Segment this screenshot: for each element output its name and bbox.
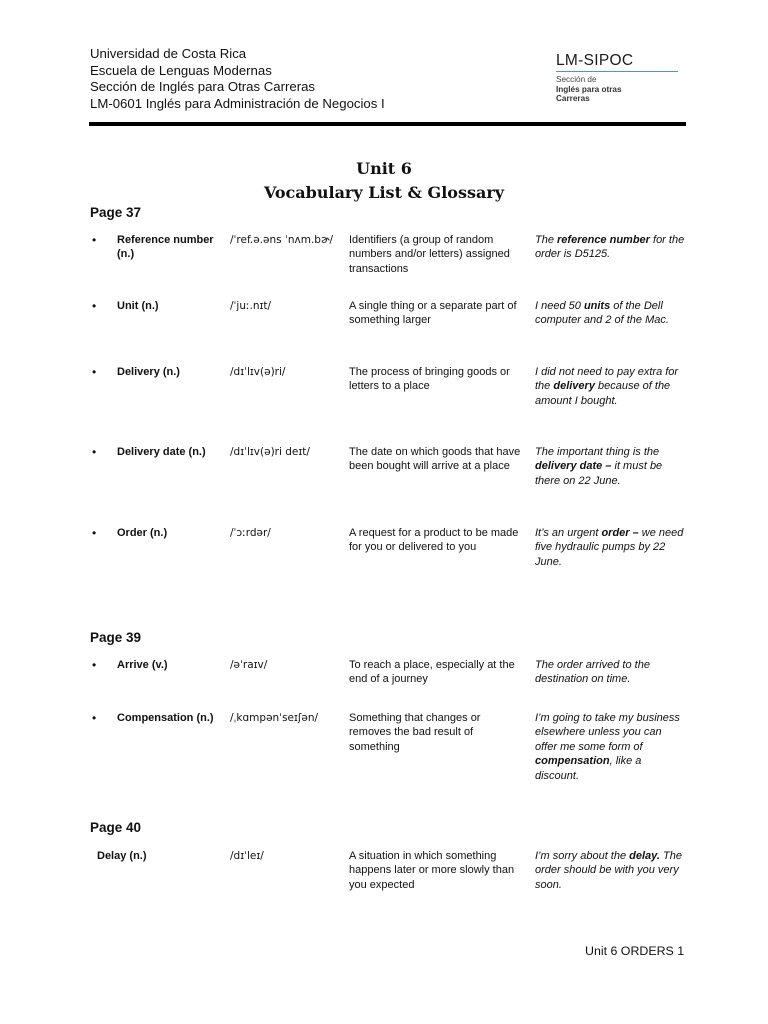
logo-title: LM-SIPOC [556, 52, 634, 69]
institution-header [90, 46, 385, 112]
bullet: • [92, 711, 97, 725]
entry-term: Arrive (v.) [117, 659, 168, 671]
page-footer: Unit 6 ORDERS 1 [585, 944, 685, 958]
entry-definition: A single thing or a separate part of something larger [349, 300, 517, 327]
page-heading-37: Page 37 [90, 205, 142, 220]
entry-pronunciation: /dɪˈleɪ/ [230, 850, 264, 862]
entry-example: I need 50 units of the Dell computer and 2 of the Mac. [535, 300, 669, 327]
entry-definition: A situation in which something happens later or more slowly than you expected [349, 850, 515, 891]
entry-term: Delay (n.) [97, 850, 147, 862]
entry-pronunciation: /ˈɔːrdər/ [230, 527, 271, 539]
logo-sub-line-1: Sección de [556, 75, 597, 84]
entry-example: The reference number for the order is D5125. [535, 234, 685, 261]
entry-example: I’m going to take my business elsewhere unless you can offer me some form of compensation, like a discount. [535, 712, 680, 782]
document-title: Vocabulary List & Glossary [263, 183, 505, 202]
entry-example: I did not need to pay extra for the delivery because of the amount I bought. [535, 366, 679, 407]
entry-definition: The date on which goods that have been bought will arrive at a place [349, 446, 521, 473]
entry-term: Unit (n.) [117, 300, 159, 312]
logo-sub-line-2: Inglés para otras [556, 84, 622, 94]
bullet: • [92, 526, 97, 540]
entry-pronunciation: /dɪˈlɪv(ə)ri/ [230, 366, 286, 378]
bullet: • [92, 658, 97, 672]
entry-term: Order (n.) [117, 527, 168, 539]
school-name: Escuela de Lenguas Modernas [90, 62, 272, 78]
logo-subtitle [556, 75, 680, 104]
header-divider [89, 122, 686, 126]
entry-example: The important thing is the delivery date – it must be there on 22 June. [535, 446, 663, 487]
logo-sub-line-3: Carreras [556, 94, 590, 104]
entry-example: The order arrived to the destination on time. [535, 659, 650, 686]
logo-rule [556, 71, 678, 72]
section-name: Sección de Inglés para Otras Carreras [90, 79, 316, 95]
bullet: • [92, 299, 97, 313]
entry-definition: A request for a product to be made for you or delivered to you [349, 527, 519, 554]
entry-definition: Identifiers (a group of random numbers and/or letters) assigned transactions [349, 234, 510, 275]
entry-example: It’s an urgent order – we need five hydraulic pumps by 22 June. [535, 527, 684, 568]
entry-term: Reference number (n.) [117, 234, 214, 261]
entry-definition: The process of bringing goods or letters to a place [349, 366, 510, 393]
entry-pronunciation: /ˈref.ə.əns ˈnʌm.bɚ/ [230, 234, 334, 246]
entry-example: I’m sorry about the delay. The order should be with you very soon. [535, 850, 682, 891]
entry-pronunciation: /ˈjuː.nɪt/ [230, 300, 272, 312]
page-heading-40: Page 40 [90, 820, 142, 835]
bullet: • [92, 233, 97, 247]
lm-sipoc-logo [556, 52, 680, 104]
bullet: • [92, 365, 97, 379]
page-heading-39: Page 39 [90, 630, 142, 645]
entry-term: Delivery (n.) [117, 366, 180, 378]
entry-pronunciation: /əˈraɪv/ [230, 659, 268, 671]
entry-pronunciation: /ˌkɑmpənˈseɪʃən/ [230, 712, 319, 724]
bullet: • [92, 445, 97, 459]
entry-pronunciation: /dɪˈlɪv(ə)ri deɪt/ [230, 446, 310, 458]
university-name: Universidad de Costa Rica [90, 46, 247, 61]
entry-definition: Something that changes or removes the bad result of something [349, 712, 481, 753]
entry-term: Delivery date (n.) [117, 446, 206, 458]
entry-term: Compensation (n.) [117, 712, 214, 724]
unit-title: Unit 6 [356, 159, 412, 178]
course-name: LM-0601 Inglés para Administración de Negocios I [90, 95, 385, 111]
entry-definition: To reach a place, especially at the end of a journey [349, 659, 515, 686]
